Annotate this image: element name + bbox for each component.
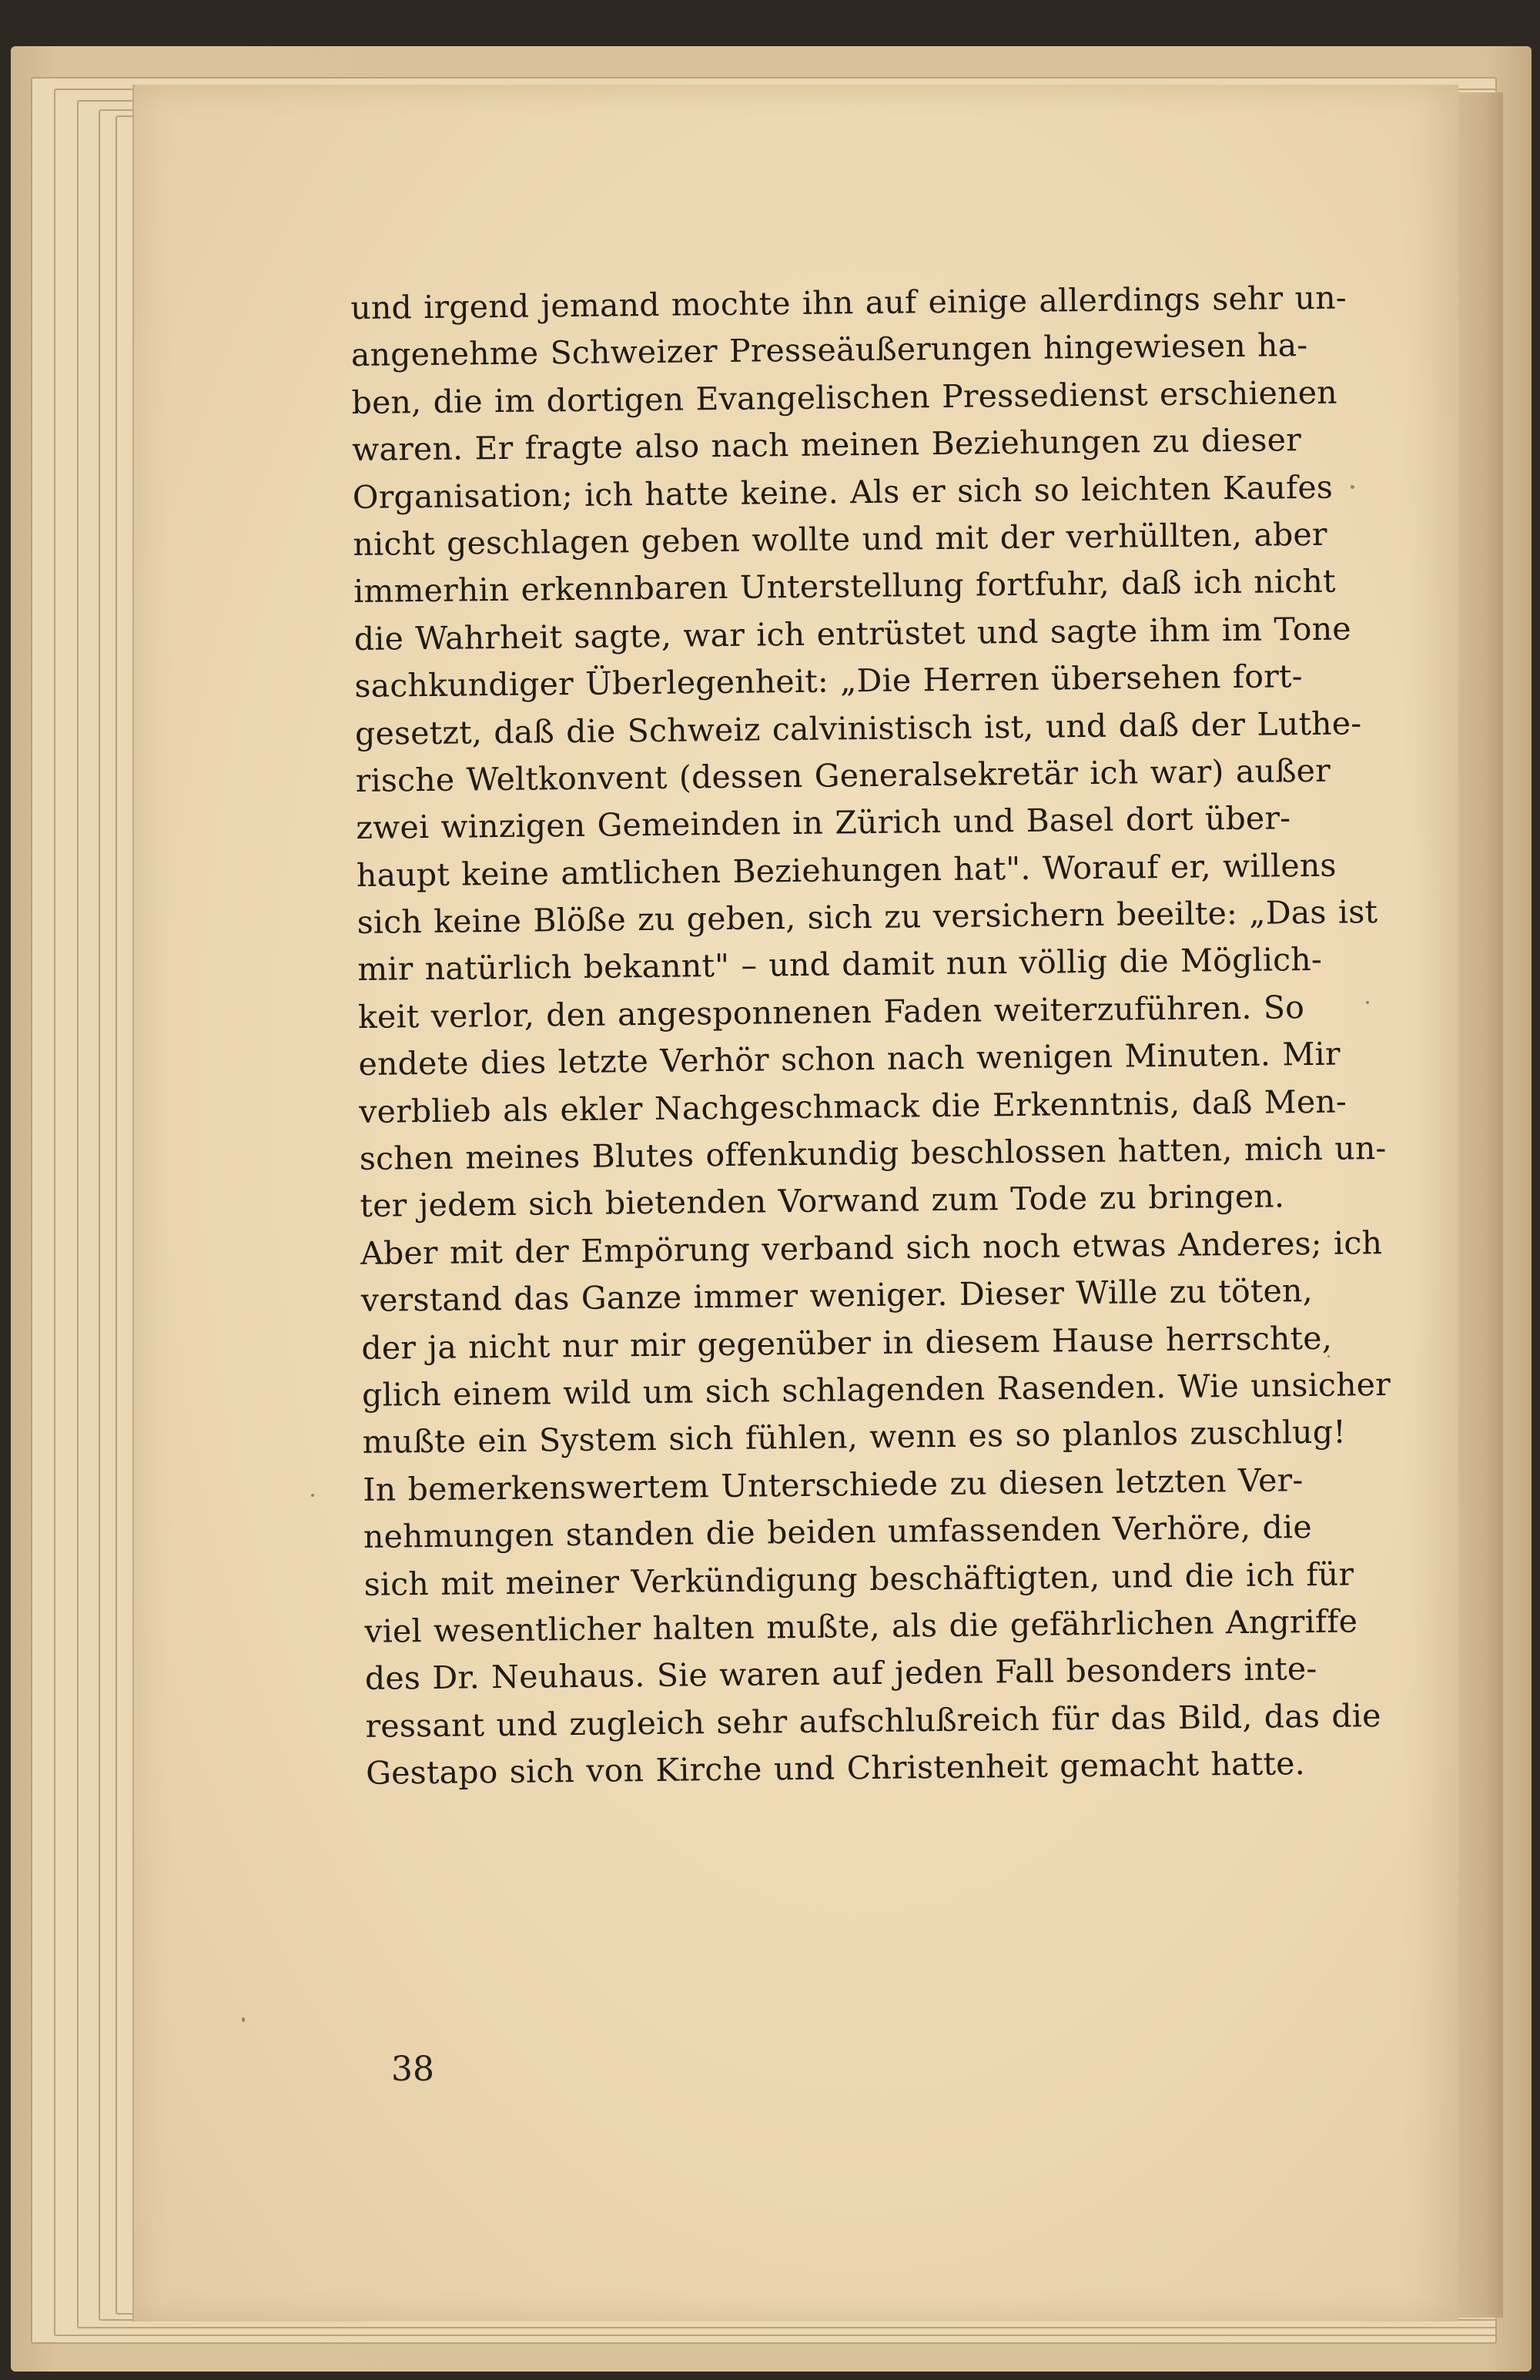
text-line: verstand das Ganze immer weniger. Dieser Wille zu töten, bbox=[360, 1272, 1314, 1320]
text-line: rische Weltkonvent (dessen Generalsekretär ich war) außer bbox=[355, 751, 1331, 799]
text-line: immerhin erkennbaren Unterstellung fortfuhr, daß ich nicht bbox=[353, 562, 1336, 611]
text-line: Gestapo sich von Kirche und Christenheit gemacht hatte. bbox=[365, 1745, 1306, 1793]
text-line: ben, die im dortigen Evangelischen Pressedienst erschienen bbox=[351, 373, 1337, 421]
text-line: keit verlor, den angesponnenen Faden weiterzuführen. So bbox=[357, 988, 1305, 1036]
page-number: 38 bbox=[391, 2050, 434, 2089]
text-line: glich einem wild um sich schlagenden Rasenden. Wie unsicher bbox=[361, 1365, 1391, 1414]
text-line: mir natürlich bekannt" – und damit nun völlig die Möglich- bbox=[357, 941, 1323, 989]
text-line: die Wahrheit sagte, war ich entrüstet und sagte ihm im Tone bbox=[353, 610, 1351, 658]
body-text bbox=[350, 274, 1391, 1797]
text-line: sich mit meiner Verkündigung beschäftigten, und die ich für bbox=[363, 1555, 1354, 1603]
text-line: ressant und zugleich sehr aufschlußreich für das Bild, das die bbox=[365, 1696, 1381, 1745]
text-line: In bemerkenswertem Unterschiede zu diesen letzten Ver- bbox=[363, 1461, 1304, 1508]
text-line: sachkundiger Überlegenheit: „Die Herren übersehen fort- bbox=[354, 658, 1303, 705]
text-line: haupt keine amtlichen Beziehungen hat". Worauf er, willens bbox=[356, 846, 1337, 894]
text-line: zwei winzigen Gemeinden in Zürich und Basel dort über- bbox=[356, 799, 1291, 847]
text-line: ter jedem sich bietenden Vorwand zum Tode zu bringen. bbox=[360, 1177, 1285, 1225]
text-line: Aber mit der Empörung verband sich noch etwas Anderes; ich bbox=[360, 1223, 1383, 1272]
text-line: angenehme Schweizer Presseäußerungen hingewiesen ha- bbox=[350, 326, 1308, 374]
text-line: der ja nicht nur mir gegenüber in diesem Hause herrschte, bbox=[361, 1319, 1333, 1367]
text-line: nicht geschlagen geben wollte und mit der verhüllten, aber bbox=[353, 515, 1327, 563]
text-line: verblieb als ekler Nachgeschmack die Erkenntnis, daß Men- bbox=[358, 1083, 1348, 1130]
text-line: und irgend jemand mochte ihn auf einige allerdings sehr un- bbox=[350, 279, 1348, 326]
text-line: endete dies letzte Verhör schon nach wenigen Minuten. Mir bbox=[358, 1035, 1341, 1083]
text-line: sich keine Blöße zu geben, sich zu versichern beeilte: „Das ist bbox=[357, 893, 1378, 942]
text-line: waren. Er fragte also nach meinen Beziehungen zu dieser bbox=[351, 421, 1302, 469]
text-line: gesetzt, daß die Schweiz calvinistisch ist, und daß der Luthe- bbox=[354, 704, 1362, 752]
text-line: viel wesentlicher halten mußte, als die gefährlichen Angriffe bbox=[364, 1602, 1358, 1650]
book-gutter bbox=[1457, 92, 1503, 2318]
text-line: des Dr. Neuhaus. Sie waren auf jeden Fall besonders inte- bbox=[364, 1650, 1317, 1698]
text-line: mußte ein System sich fühlen, wenn es so planlos zuschlug! bbox=[362, 1413, 1347, 1461]
text-line: Organisation; ich hatte keine. Als er sich so leichten Kaufes bbox=[352, 468, 1334, 516]
text-line: nehmungen standen die beiden umfassenden Verhöre, die bbox=[363, 1508, 1313, 1556]
text-line: schen meines Blutes offenkundig beschlossen hatten, mich un- bbox=[359, 1130, 1387, 1177]
